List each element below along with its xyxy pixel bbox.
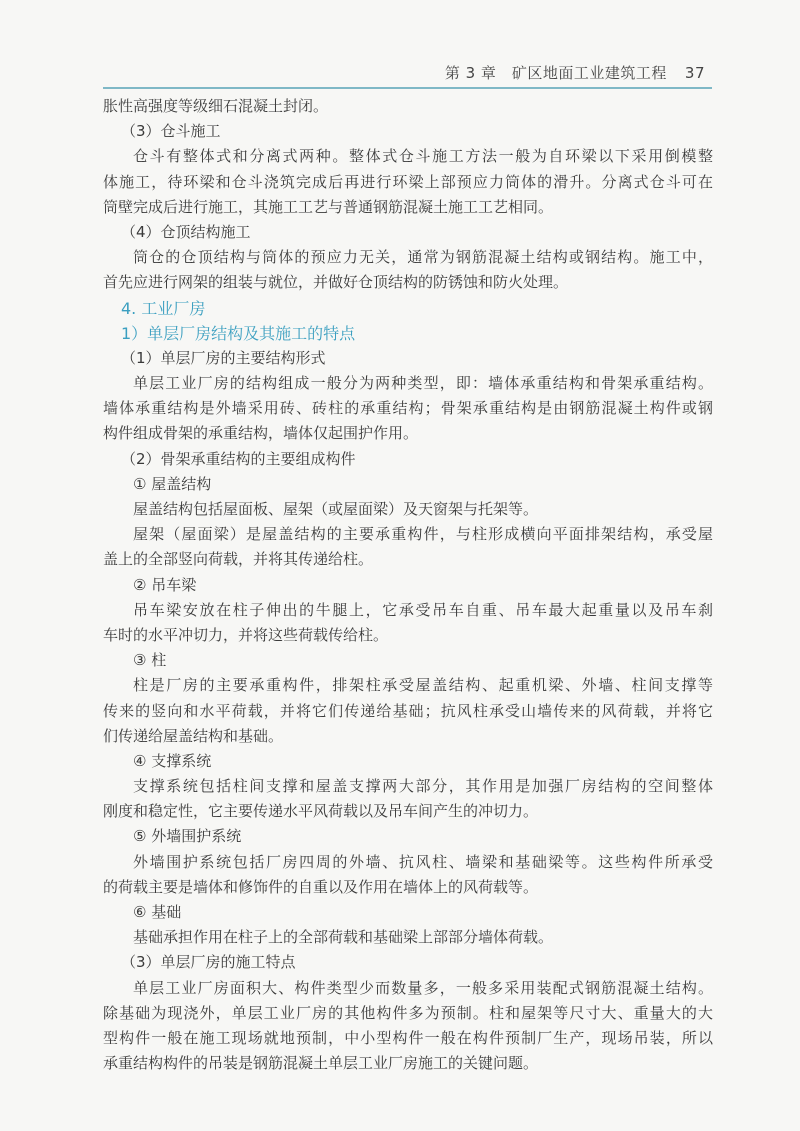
text-line: 承重结构构件的吊装是钢筋混凝土单层工业厂房施工的关键问题。 bbox=[103, 1054, 539, 1073]
text-line: ⑥ 基础 bbox=[133, 903, 182, 921]
text-line: 墙体承重结构是外墙采用砖、砖柱的承重结构；骨架承重结构是由钢筋混凝土构件或钢 bbox=[103, 399, 713, 418]
text-line: 除基础为现浇外，单层工业厂房的其他构件多为预制。柱和屋架等尺寸大、重量大的大 bbox=[103, 1003, 713, 1022]
text-line: 传来的竖向和水平荷载，并将它们传递给基础；抗风柱承受山墙传来的风荷载，并将它 bbox=[103, 701, 713, 720]
text-line: 胀性高强度等级细石混凝土封闭。 bbox=[103, 97, 329, 115]
text-line: （1）单层厂房的主要结构形式 bbox=[121, 348, 326, 367]
text-line: 屋盖结构包括屋面板、屋架（或屋面梁）及天窗架与托架等。 bbox=[133, 500, 539, 518]
text-line: 型构件一般在施工现场就地预制，中小型构件一般在构件预制厂生产，现场吊装，所以 bbox=[103, 1028, 713, 1047]
text-line: 基础承担作用在柱子上的全部荷载和基础梁上部部分墙体荷载。 bbox=[133, 928, 554, 947]
text-line: 屋架（屋面梁）是屋盖结构的主要承重构件，与柱形成横向平面排架结构，承受屋 bbox=[133, 525, 713, 544]
text-line: 单层工业厂房的结构组成一般分为两种类型，即：墙体承重结构和骨架承重结构。 bbox=[133, 374, 713, 393]
text-line: 首先应进行网架的组装与就位，并做好仓顶结构的防锈蚀和防火处理。 bbox=[103, 273, 569, 292]
text-line: （3）单层厂房的施工特点 bbox=[121, 953, 296, 972]
text-line: 的荷载主要是墙体和修饰件的自重以及作用在墙体上的风荷载等。 bbox=[103, 877, 539, 896]
text-line: （3）仓斗施工 bbox=[121, 122, 221, 141]
text-line: 仓斗有整体式和分离式两种。整体式仓斗施工方法一般为自环梁以下采用倒模整 bbox=[133, 147, 713, 166]
text-line: ② 吊车梁 bbox=[133, 575, 197, 594]
header-rule bbox=[103, 87, 712, 89]
text-line: 柱是厂房的主要承重构件，排架柱承受屋盖结构、起重机梁、外墙、柱间支撑等 bbox=[133, 676, 713, 695]
running-header bbox=[445, 62, 705, 83]
text-line: 们传递给屋盖结构和基础。 bbox=[103, 726, 284, 745]
section-heading: 1）单层厂房结构及其施工的特点 bbox=[121, 323, 356, 343]
text-line: 刚度和稳定性，它主要传递水平风荷载以及吊车间产生的冲切力。 bbox=[103, 802, 539, 821]
text-line: ③ 柱 bbox=[133, 651, 167, 670]
text-line: 筒壁完成后进行施工，其施工工艺与普通钢筋混凝土施工工艺相同。 bbox=[103, 197, 554, 216]
text-line: ① 屋盖结构 bbox=[133, 474, 212, 493]
text-line: （2）骨架承重结构的主要组成构件 bbox=[121, 449, 356, 468]
text-line: 外墙围护系统包括厂房四周的外墙、抗风柱、墙梁和基础梁等。这些构件所承受 bbox=[133, 852, 713, 871]
text-line: 单层工业厂房面积大、构件类型少而数量多，一般多采用装配式钢筋混凝土结构。 bbox=[133, 978, 713, 997]
text-line: ⑤ 外墙围护系统 bbox=[133, 827, 242, 846]
body-text bbox=[103, 94, 713, 1076]
section-heading: 4. 工业厂房 bbox=[121, 298, 206, 318]
text-line: ④ 支撑系统 bbox=[133, 751, 212, 770]
text-line: 构件组成骨架的承重结构，墙体仅起围护作用。 bbox=[103, 424, 419, 443]
page-number: 37 bbox=[684, 64, 705, 82]
text-line: 车时的水平冲切力，并将这些荷载传给柱。 bbox=[103, 625, 389, 644]
text-line: （4）仓顶结构施工 bbox=[121, 222, 251, 241]
text-line: 支撑系统包括柱间支撑和屋盖支撑两大部分，其作用是加强厂房结构的空间整体 bbox=[133, 777, 713, 796]
chapter-title: 第 3 章 矿区地面工业建筑工程 bbox=[444, 64, 667, 82]
text-line: 体施工，待环梁和仓斗浇筑完成后再进行环梁上部预应力筒体的滑升。分离式仓斗可在 bbox=[103, 172, 713, 191]
page-header bbox=[0, 0, 800, 92]
text-line: 盖上的全部竖向荷载，并将其传递给柱。 bbox=[103, 550, 374, 569]
text-line: 吊车梁安放在柱子伸出的牛腿上，它承受吊车自重、吊车最大起重量以及吊车刹 bbox=[133, 600, 713, 619]
text-line: 筒仓的仓顶结构与筒体的预应力无关，通常为钢筋混凝土结构或钢结构。施工中， bbox=[133, 248, 713, 267]
